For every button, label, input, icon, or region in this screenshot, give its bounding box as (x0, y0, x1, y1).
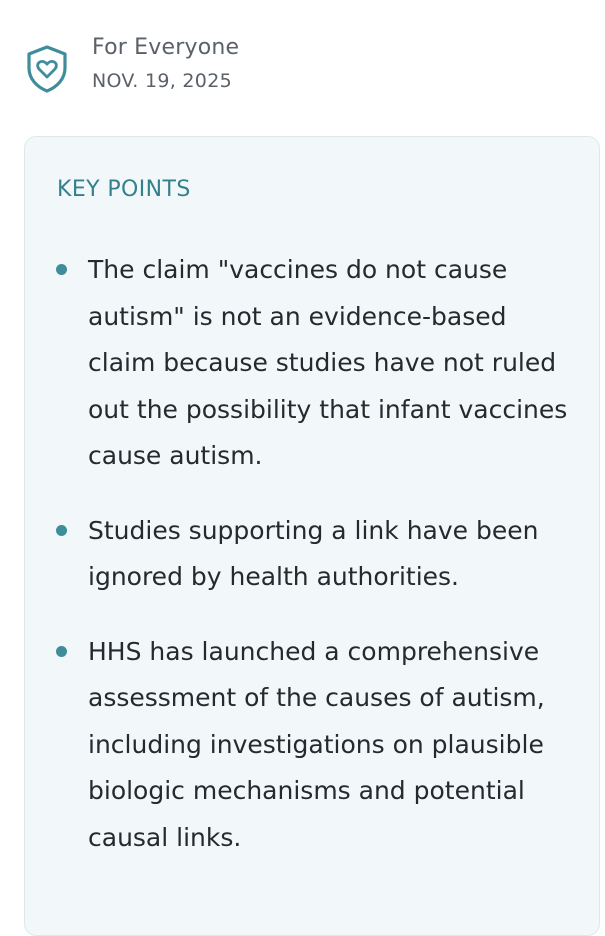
key-point-item (55, 508, 575, 601)
bullet-icon (56, 646, 67, 657)
key-point-text: HHS has launched a comprehensive assessment of the causes of autism, including investigations on plausible biologic mechanisms and potential causal links. (88, 636, 545, 852)
article-meta (92, 30, 239, 96)
key-points-title: KEY POINTS (57, 177, 191, 202)
key-point-text: Studies supporting a link have been ignored by health authorities. (88, 515, 539, 591)
key-points-card (24, 136, 600, 936)
key-point-item (55, 247, 575, 480)
audience-label: For Everyone (92, 35, 240, 60)
shield-heart-icon (24, 44, 70, 94)
bullet-icon (56, 264, 67, 275)
key-point-text: The claim "vaccines do not cause autism" is not an evidence-based claim because studies have not ruled out the possibility that infant vaccines cause autism. (88, 255, 568, 470)
bullet-icon (56, 525, 67, 536)
key-points-list (55, 247, 575, 889)
article-header (24, 30, 239, 96)
publish-date: NOV. 19, 2025 (92, 70, 232, 92)
key-point-item (55, 629, 575, 862)
